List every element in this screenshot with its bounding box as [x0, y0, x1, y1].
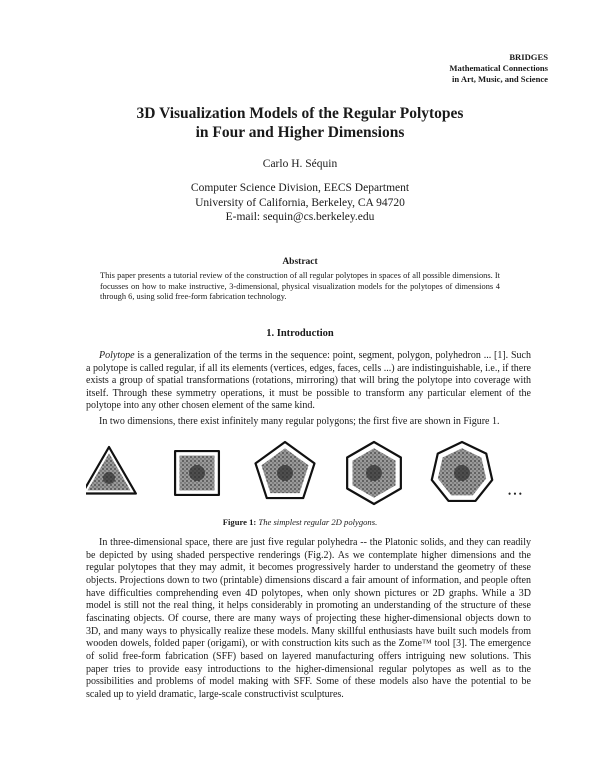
- conference-name: BRIDGES: [509, 52, 548, 62]
- conference-subtitle-2: in Art, Music, and Science: [452, 74, 548, 84]
- conference-header: [449, 52, 548, 85]
- section-heading-introduction: 1. Introduction: [266, 328, 334, 339]
- paper-title: [0, 104, 600, 142]
- polygon-triangle: [86, 447, 136, 494]
- paper-title-line-2: in Four and Higher Dimensions: [195, 124, 405, 141]
- author-department: Computer Science Division, EECS Department: [190, 182, 410, 194]
- intro-paragraph-1: [86, 350, 531, 413]
- author-affiliation: [0, 181, 600, 225]
- conference-subtitle-1: Mathematical Connections: [449, 63, 548, 73]
- figure-1-polygons: [86, 436, 531, 512]
- polygon-pentagon: [256, 442, 315, 498]
- abstract-text: This paper presents a tutorial review of the construction of all regular polytopes in spaces of all possible dimensions. It focusses on how to make instructive, 3-dimensional, physical visualization models for the polytopes of dimensions 4 through 6, using solid free-form fabrication technology.: [100, 271, 500, 301]
- abstract-heading: Abstract: [282, 257, 318, 267]
- figure-1-caption: [0, 517, 600, 527]
- author-name: Carlo H. Séquin: [262, 158, 338, 170]
- author-email: E-mail: sequin@cs.berkeley.edu: [225, 211, 375, 223]
- figure-1-label: Figure 1:: [222, 517, 257, 527]
- polygon-hexagon: [347, 442, 401, 504]
- figure-1-ellipsis: • • •: [508, 489, 522, 499]
- paper-title-line-1: 3D Visualization Models of the Regular Polytopes: [136, 105, 464, 122]
- intro-paragraph-2: In two dimensions, there exist infinitely many regular polygons; the first five are shown in Figure 1.: [99, 416, 500, 427]
- figure-1-caption-text: The simplest regular 2D polygons.: [258, 517, 378, 527]
- polygon-heptagon: [432, 442, 492, 501]
- author-university: University of California, Berkeley, CA 94720: [195, 196, 405, 209]
- polygon-square: [175, 451, 219, 495]
- intro-paragraph-1-text: is a generalization of the terms in the sequence: point, segment, polygon, polyhedron ... [1]. Such a polytope is called regular, if all its elements (vertices, edges, faces, cells ...) are indistinguishable, i.e., if there exists a group of spatial transformations (rotations, mirroring) that will bring the polytope into coverage with itself. Through these symmetry operations, it must be possible to transform any particular element of the polytope into any other chosen element of the same kind.: [86, 350, 531, 412]
- polytope-term: Polytope: [99, 350, 135, 361]
- body-paragraph-3: In three-dimensional space, there are just five regular polyhedra -- the Platonic solids, and they can readily be depicted by using shaded perspective renderings (Fig.2). As we contemplate higher dimensions and the regular polytopes that they may admit, it becomes progressively harder to understand the geometry of these objects. Projections down to two (printable) dimensions discard a fair amount of information, and people often have difficulties comprehending even 4D polytopes, when only shown pictures or 2D graphs. While a 3D model is still not the real thing, it helps considerably in promoting an understanding of the structure of these fascinating objects. Of course, there are many ways of projecting these higher-dimensional objects down to 3D, and many ways to physically realize these models. Many skillful enthusiasts have built such models from wooden dowels, folded paper (origami), or with construction kits such as the Zome™ tool [3]. The emergence of solid free-form fabrication (SFF) based on layered manufacturing offers intriguing new solutions. This paper tries to provide easy introductions to the higher-dimensional regular polytopes as well as to the possibilities and problems of model making with SFF. Some of these models also have the potential to be scaled up to yield dramatic, large-scale constructivist sculptures.: [86, 537, 531, 700]
